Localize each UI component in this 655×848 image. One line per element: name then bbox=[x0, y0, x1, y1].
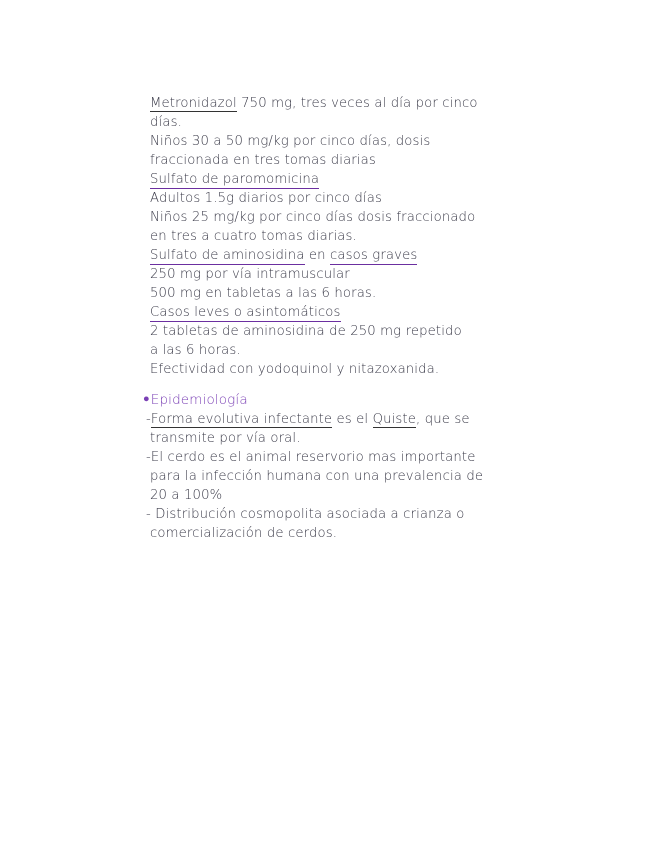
drug-name-aminosidina: Sulfato de aminosidina bbox=[150, 248, 305, 263]
note-line: -El cerdo es el animal reservorio mas importante bbox=[146, 450, 476, 465]
note-line: a las 6 horas. bbox=[150, 343, 241, 358]
note-line: fraccionada en tres tomas diarias bbox=[150, 153, 376, 168]
note-line bbox=[150, 172, 319, 187]
note-line: Niños 25 mg/kg por cinco días dosis fraccionado bbox=[150, 210, 476, 225]
drug-name-metronidazol: Metronidazol bbox=[150, 96, 237, 111]
note-line: 20 a 100% bbox=[150, 488, 223, 503]
note-line bbox=[146, 412, 470, 427]
note-line: 250 mg por vía intramuscular bbox=[150, 267, 350, 282]
note-line: días. bbox=[150, 115, 182, 130]
note-line: para la infección humana con una prevalencia de bbox=[150, 469, 484, 484]
section-heading-epidemiologia bbox=[142, 392, 248, 408]
note-text: , que se bbox=[416, 412, 470, 427]
note-line bbox=[150, 96, 478, 111]
note-line bbox=[150, 305, 341, 320]
note-line: en tres a cuatro tomas diarias. bbox=[150, 229, 357, 244]
heading-text: Epidemiología bbox=[150, 392, 248, 408]
note-line bbox=[150, 248, 417, 263]
casos-graves-label: casos graves bbox=[330, 248, 418, 263]
note-line: transmite por vía oral. bbox=[150, 431, 301, 446]
note-line: Niños 30 a 50 mg/kg por cinco días, dosis bbox=[150, 134, 431, 149]
note-text: 750 mg, tres veces al día por cinco bbox=[236, 96, 478, 111]
note-text: es el bbox=[332, 412, 373, 427]
note-line: 2 tabletas de aminosidina de 250 mg repetido bbox=[150, 324, 462, 339]
note-line: comercialización de cerdos. bbox=[150, 526, 338, 541]
casos-leves-label: Casos leves o asintomáticos bbox=[150, 305, 341, 320]
drug-name-paromomicina: Sulfato de paromomicina bbox=[150, 172, 320, 187]
note-text: en bbox=[304, 248, 331, 263]
underlined-term-quiste: Quiste bbox=[372, 412, 417, 427]
bullet-icon: • bbox=[142, 392, 151, 408]
dash-marker: - bbox=[146, 412, 151, 427]
note-line: Adultos 1.5g diarios por cinco días bbox=[150, 191, 382, 206]
underlined-term: Forma evolutiva infectante bbox=[150, 412, 333, 427]
note-line: 500 mg en tabletas a las 6 horas. bbox=[150, 286, 377, 301]
note-line: - Distribución cosmopolita asociada a crianza o bbox=[146, 507, 465, 522]
note-line: Efectividad con yodoquinol y nitazoxanida. bbox=[150, 362, 440, 377]
